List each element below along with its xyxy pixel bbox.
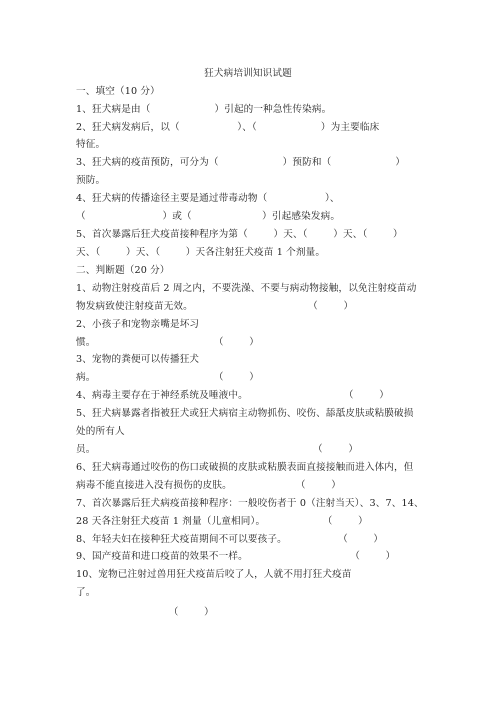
fill-blank-line: 2、狂犬病发病后，以（ ）、（ ）为主要临床 xyxy=(76,122,380,133)
judgment-line: 物发病致使注射疫苗无效。 （ ） xyxy=(76,301,354,312)
fill-blank-line: 4、狂犬病的传播途径主要是通过带毒动物（ ）、 xyxy=(76,193,340,204)
fill-blank-line: 天、（ ）天、（ ）天各注射狂犬疫苗 1 个剂量。 xyxy=(76,247,326,258)
fill-blank-line: 5、首次暴露后狂犬疫苗接种程序为第（ ）天、（ ）天、（ ） xyxy=(76,229,403,240)
judgment-line: 10、宠物已注射过兽用狂犬疫苗后咬了人，人就不用打狂犬疫苗 xyxy=(76,569,352,580)
judgment-line: 病毒不能直接进入没有损伤的皮肤。 （ ） xyxy=(76,480,341,491)
judgment-line: 病。 （ ） xyxy=(76,372,259,383)
judgment-line: 8、年轻夫妇在接种狂犬疫苗期间不可以要孩子。 （ ） xyxy=(76,534,384,545)
judgment-line: 1、动物注射疫苗后 2 周之内，不要洗澡、不要与病动物接触，以免注射疫苗动 xyxy=(76,283,417,294)
fill-blank-line: 特征。 xyxy=(76,139,106,150)
document-title: 狂犬病培训知识试题 xyxy=(204,68,292,79)
judgment-line: 处的所有人 xyxy=(76,426,125,437)
judgment-line: 5、狂犬病暴露者指被狂犬或狂犬病宿主动物抓伤、咬伤、舔舐皮肤或粘膜破损 xyxy=(76,408,414,419)
judgment-line: （ ） xyxy=(76,607,214,618)
judgment-line: 3、宠物的粪便可以传播狂犬 xyxy=(76,354,200,365)
judgment-line: 了。 xyxy=(76,587,96,598)
fill-blank-line: 1、狂犬病是由（ ）引起的一种急性传染病。 xyxy=(76,104,332,115)
section2-heading: 二、判断题（20 分） xyxy=(76,265,170,276)
judgment-line: 7、首次暴露后狂犬病疫苗接种程序：一般咬伤者于 0（注射当天）、3、7、14、 xyxy=(76,498,424,509)
judgment-line: 6、狂犬病毒通过咬伤的伤口或破损的皮肤或粘膜表面直接接触而进入体内，但 xyxy=(76,462,414,473)
judgment-line: 惯。 （ ） xyxy=(76,337,259,348)
judgment-line: 28 天各注射狂犬疫苗 1 剂量（儿童相同）。 （ ） xyxy=(76,516,368,527)
judgment-line: 4、病毒主要存在于神经系统及唾液中。 （ ） xyxy=(76,390,389,401)
judgment-line: 员。 （ ） xyxy=(76,444,359,455)
judgment-line: 2、小孩子和宠物亲嘴是坏习 xyxy=(76,319,200,330)
fill-blank-line: 3、狂犬病的疫苗预防，可分为（ ）预防和（ ） xyxy=(76,157,406,168)
fill-blank-line: 预防。 xyxy=(76,175,106,186)
judgment-line: 9、国产疫苗和进口疫苗的效果不一样。 （ ） xyxy=(76,551,396,562)
section1-heading: 一、填空（10 分） xyxy=(76,86,160,97)
fill-blank-line: （ ）或（ ）引起感染发病。 xyxy=(76,211,341,222)
